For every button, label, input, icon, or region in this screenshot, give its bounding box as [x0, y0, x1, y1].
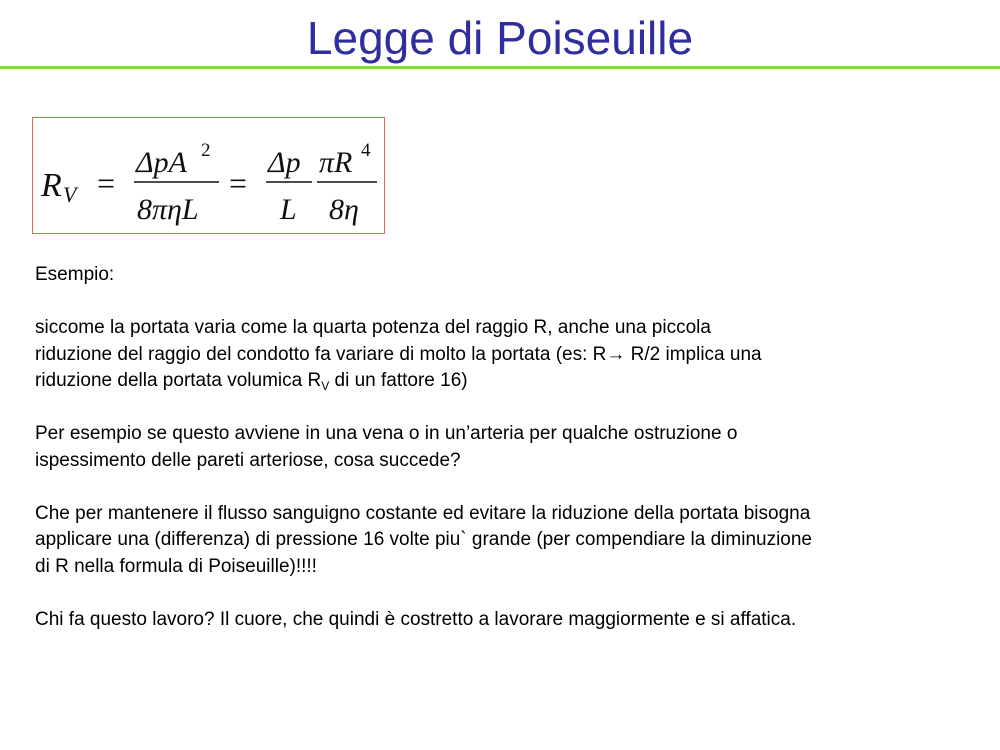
rv-subscript: V [321, 379, 330, 393]
formula-frac1-numerator: ΔpA [136, 146, 187, 179]
paragraph-3-line-1: Che per mantenere il flusso sanguigno costante ed evitare la riduzione della portata bisogna [35, 502, 811, 524]
formula-frac3-numerator-sup: 4 [361, 140, 371, 161]
p1-line3-end: di un fattore 16) [329, 370, 468, 391]
formula-frac3-numerator: πR [319, 146, 353, 179]
formula-box [32, 117, 385, 234]
paragraph-3-line-2: applicare una (differenza) di pressione 16 volte piu` grande (per compendiare la diminuzione [35, 529, 812, 550]
paragraph-1-line-1: siccome la portata varia come la quarta potenza del raggio R, anche una piccola [35, 317, 711, 338]
example-label: Esempio: [35, 264, 115, 285]
slide-body [35, 262, 965, 633]
paragraph-2-line-1: Per esempio se questo avviene in una vena o in un’arteria per qualche ostruzione o [35, 423, 738, 444]
paragraph-1-line-2 [35, 342, 965, 369]
formula-frac2-numerator: Δp [268, 146, 301, 179]
formula-frac1-denominator: 8πηL [137, 193, 199, 226]
title-divider [0, 66, 1000, 69]
paragraph-2-line-2: ispessimento delle pareti arteriose, cosa succede? [35, 449, 461, 471]
formula-frac3-denominator: 8η [329, 193, 359, 226]
slide-title: Legge di Poiseuille [306, 12, 694, 64]
p1-line2-start: riduzione del raggio del condotto fa variare di molto la portata (es: R [35, 343, 607, 365]
formula-equals-2: = [229, 165, 248, 201]
p1-line3-start: riduzione della portata volumica R [35, 370, 322, 391]
formula-frac2-denominator: L [280, 193, 297, 226]
formula-r-subscript: V [63, 182, 77, 207]
p1-line2-end: R/2 implica una [625, 343, 762, 365]
formula-r: R [41, 167, 62, 204]
poiseuille-formula [33, 118, 386, 235]
paragraph-1-line-3 [35, 368, 965, 395]
formula-equals-1: = [97, 165, 116, 201]
paragraph-3-line-3: di R nella formula di Poiseuille)!!!! [35, 555, 317, 577]
paragraph-4-line-1: Chi fa questo lavoro? Il cuore, che quindi è costretto a lavorare maggiormente e si affatica. [35, 608, 797, 630]
right-arrow-icon: → [606, 343, 626, 365]
formula-frac1-numerator-sup: 2 [201, 140, 211, 161]
